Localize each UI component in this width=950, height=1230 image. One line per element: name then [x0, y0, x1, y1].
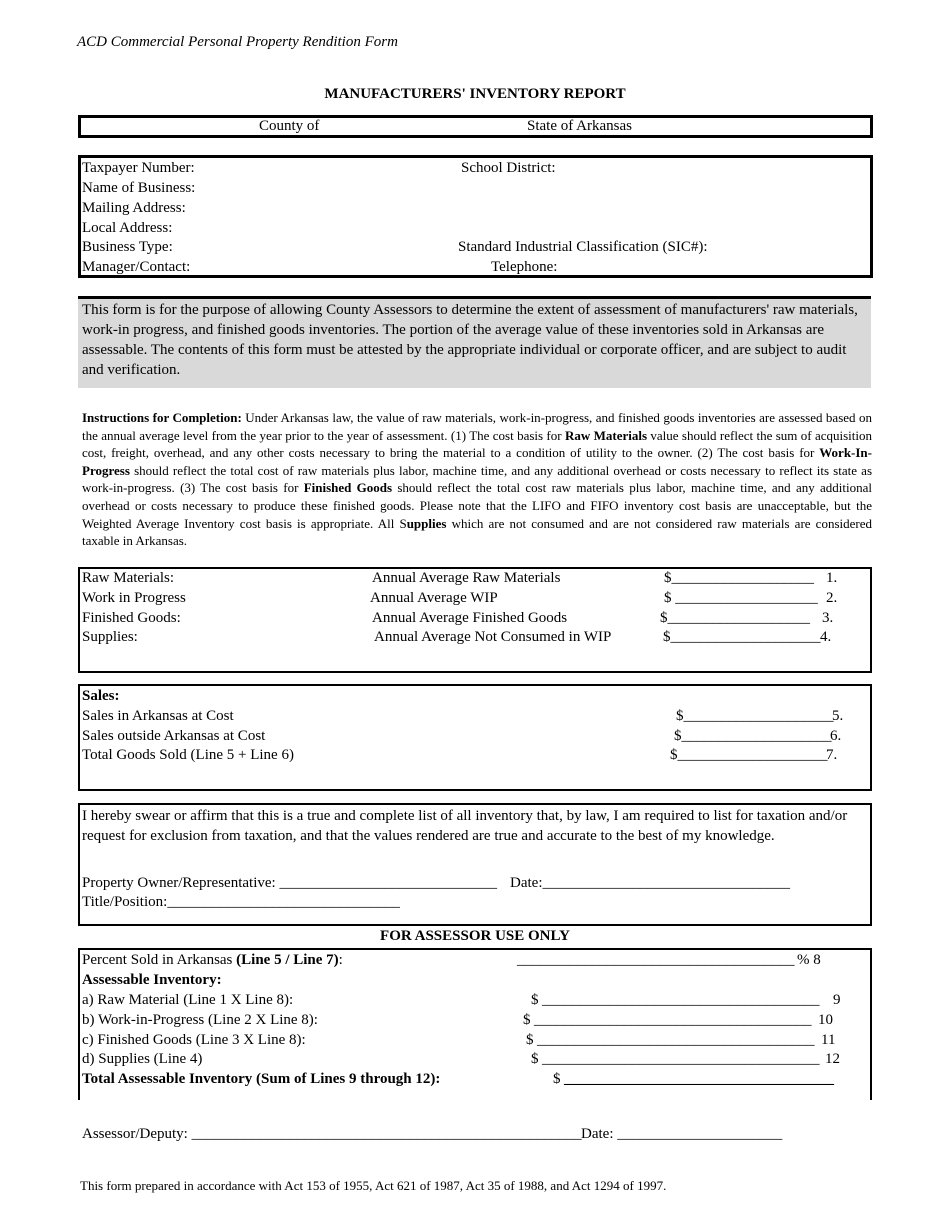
sales-label: Total Goods Sold (Line 5 + Line 6)	[82, 747, 294, 763]
county-field[interactable]: County of	[259, 118, 320, 134]
taxpayer-number-field[interactable]: Taxpayer Number:	[82, 160, 195, 176]
instructions-part5: which are not consumed and are not considered raw materials are considered taxable in Arkansas.	[82, 515, 872, 549]
inventory-label: Finished Goods:	[82, 610, 181, 626]
assessable-line-number: 9	[833, 992, 841, 1008]
county-bar	[78, 115, 873, 138]
sales-label: Sales in Arkansas at Cost	[82, 708, 234, 724]
business-type-field[interactable]: Business Type:	[82, 239, 173, 255]
title-position-field[interactable]: _______________________________	[167, 894, 400, 910]
supplies-term: upplies	[406, 515, 447, 531]
date-label: Date:	[510, 875, 543, 891]
total-assessable-label: Total Assessable Inventory (Sum of Lines 9 through 12):	[82, 1071, 441, 1087]
inventory-box	[78, 567, 872, 673]
affirmation-text: I hereby swear or affirm that this is a true and complete list of all inventory that, by law, I am required to list for taxation and/or request for exclusion from taxation, and that the values rendered are true and accurate to the best of my knowledge.	[82, 808, 848, 844]
assessor-heading: FOR ASSESSOR USE ONLY	[380, 928, 570, 944]
title-label: Title/Position:	[82, 894, 168, 910]
inventory-line-number: 4.	[820, 629, 832, 645]
instructions-part3: should reflect the total cost of raw materials plus labor, machine time, and any additional overhead or costs necessary to reflect its state as work-in-progress. (3) The cost basis for	[82, 462, 872, 496]
finished-goods-term: Finished Goods	[303, 480, 393, 496]
form-name: ACD Commercial Personal Property Rendition Form	[77, 34, 398, 50]
mailing-address-field[interactable]: Mailing Address:	[82, 200, 186, 216]
inventory-line-number: 2.	[826, 590, 838, 606]
assessable-line-number: 12	[825, 1051, 840, 1067]
sales-line-number: 7.	[826, 747, 838, 763]
total-assessable-field[interactable]: ____________________________________	[564, 1071, 834, 1087]
school-district-field[interactable]: School District:	[461, 160, 556, 176]
telephone-field[interactable]: Telephone:	[491, 259, 558, 275]
sales-line-number: 6.	[830, 728, 842, 744]
assessable-dollar: $	[523, 1012, 531, 1028]
inventory-desc: Annual Average WIP	[370, 590, 498, 606]
state-label: State of Arkansas	[527, 118, 632, 134]
sales-heading: Sales:	[82, 688, 120, 704]
assessable-label: a) Raw Material (Line 1 X Line 8):	[82, 992, 294, 1008]
percent-sold-label	[82, 952, 343, 969]
assessable-dollar: $	[531, 992, 539, 1008]
assessable-heading: Assessable Inventory:	[82, 972, 222, 988]
affirmation-box	[78, 803, 872, 926]
inventory-amount-field[interactable]: $___________________	[660, 610, 810, 626]
assessable-dollar: $	[526, 1032, 534, 1048]
assessable-label: b) Work-in-Progress (Line 2 X Line 8):	[82, 1012, 318, 1028]
assessor-box	[78, 948, 872, 1100]
assessable-amount-field[interactable]: _____________________________________	[542, 1051, 820, 1067]
percent-formula: (Line 5 / Line 7)	[236, 952, 339, 968]
deputy-label: Assessor/Deputy:	[82, 1126, 192, 1142]
inventory-line-number: 3.	[822, 610, 834, 626]
inventory-label: Raw Materials:	[82, 570, 175, 586]
business-name-field[interactable]: Name of Business:	[82, 180, 196, 196]
inventory-label: Work in Progress	[82, 590, 186, 606]
local-address-field[interactable]: Local Address:	[82, 220, 173, 236]
percent-label-text: Percent Sold in Arkansas	[82, 952, 237, 968]
instructions-label: Instructions for Completion:	[82, 410, 242, 425]
report-title: MANUFACTURERS' INVENTORY REPORT	[324, 86, 626, 102]
assessable-line-number: 11	[821, 1032, 836, 1048]
owner-signature-row	[82, 875, 497, 892]
instructions-part2: value should reflect the sum of acquisition cost, freight, overhead, and any other costs necessary to bring the material to a condition of utility to the owner. (2) The cost basis for	[82, 427, 872, 461]
inventory-desc: Annual Average Finished Goods	[372, 610, 568, 626]
sales-label: Sales outside Arkansas at Cost	[82, 728, 266, 744]
assessor-deputy-row	[82, 1126, 582, 1143]
sales-amount-field[interactable]: $____________________	[674, 728, 832, 744]
affirmation-date-field[interactable]: _________________________________	[542, 875, 790, 891]
assessor-date-row	[581, 1126, 782, 1143]
inventory-amount-field[interactable]: $___________________	[664, 570, 814, 586]
assessable-label: d) Supplies (Line 4)	[82, 1051, 203, 1067]
manager-contact-field[interactable]: Manager/Contact:	[82, 259, 191, 275]
assessor-deputy-field[interactable]: ____________________________________________________	[191, 1126, 582, 1142]
assessable-dollar: $	[531, 1051, 539, 1067]
affirmation-date-row	[510, 875, 790, 892]
inventory-desc: Annual Average Raw Materials	[372, 570, 561, 586]
assessable-amount-field[interactable]: _____________________________________	[534, 1012, 812, 1028]
instructions-part4: should reflect the total cost raw materials plus labor, machine time, and any additional overhead or costs necessary to produce these finished goods. Please note that the LIFO and FIFO inventory cost basis are unacceptable, but the Weighted Average Inventory cost basis is appropriate. All S	[82, 480, 872, 531]
assessable-label: c) Finished Goods (Line 3 X Line 8):	[82, 1032, 306, 1048]
wip-term: Work-In-Progress	[82, 445, 872, 478]
assessor-date-field[interactable]: ______________________	[617, 1126, 783, 1142]
instructions	[82, 409, 872, 550]
sales-box	[78, 684, 872, 791]
title-row	[82, 894, 400, 911]
inventory-amount-field[interactable]: $ ___________________	[664, 590, 818, 606]
footer-note: This form prepared in accordance with Act 153 of 1955, Act 621 of 1987, Act 35 of 1988, and Act 1294 of 1997.	[80, 1178, 667, 1193]
purpose-box	[78, 296, 871, 388]
sales-amount-field[interactable]: $____________________	[676, 708, 834, 724]
sales-amount-field[interactable]: $____________________	[670, 747, 828, 763]
percent-sold-field[interactable]: _____________________________________	[517, 952, 795, 968]
purpose-text: This form is for the purpose of allowing County Assessors to determine the extent of assessment of manufacturers' raw materials, work-in progress, and finished goods inventories. The portion of the average value of these inventories sold in Arkansas are assessable. The contents of this form must be attested by the appropriate individual or corporate officer, and are subject to audit and verification.	[82, 302, 858, 378]
deputy-date-label: Date:	[581, 1126, 618, 1142]
inventory-line-number: 1.	[826, 570, 838, 586]
inventory-label: Supplies:	[82, 629, 138, 645]
inventory-desc: Annual Average Not Consumed in WIP	[374, 629, 612, 645]
total-dollar: $	[553, 1071, 561, 1087]
owner-label: Property Owner/Representative:	[82, 875, 280, 891]
assessable-amount-field[interactable]: _____________________________________	[542, 992, 820, 1008]
percent-line-number: % 8	[797, 952, 821, 968]
raw-materials-term: Raw Materials	[564, 427, 648, 443]
owner-signature-field[interactable]: _____________________________	[279, 875, 497, 891]
sic-field[interactable]: Standard Industrial Classification (SIC#):	[458, 239, 708, 255]
assessable-line-number: 10	[818, 1012, 833, 1028]
taxpayer-info-box	[78, 155, 873, 278]
sales-line-number: 5.	[832, 708, 844, 724]
assessable-amount-field[interactable]: _____________________________________	[537, 1032, 815, 1048]
percent-colon: :	[338, 952, 343, 968]
inventory-amount-field[interactable]: $____________________	[663, 629, 821, 645]
instructions-part1: Under Arkansas law, the value of raw materials, work-in-progress, and finished goods inventories are assessed based on the annual average level from the year prior to the year of assessment. (1) The cost basis for	[82, 410, 872, 443]
